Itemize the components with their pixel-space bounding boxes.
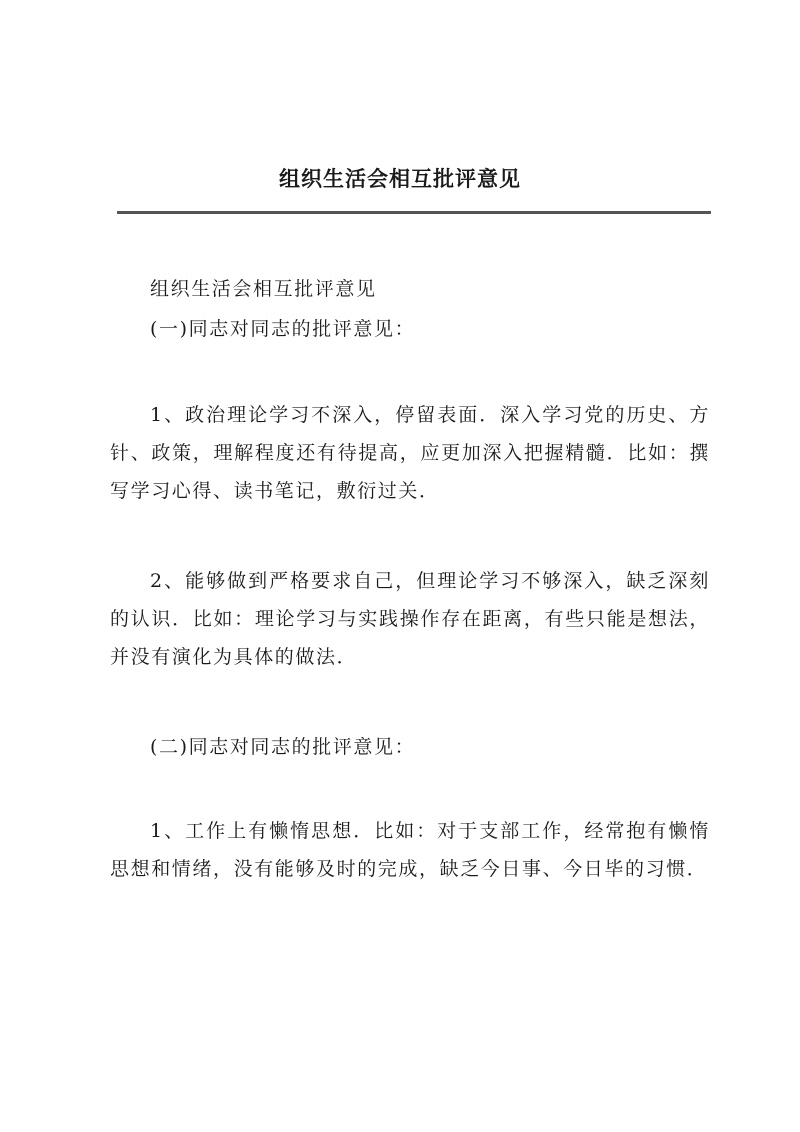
paragraph-heading (110, 270, 710, 308)
page-title: 组织生活会相互批评意见 (279, 166, 521, 191)
paragraph-item-3 (110, 812, 710, 888)
section-heading-1 (110, 310, 710, 348)
title-divider (117, 211, 711, 214)
paragraph-text: 1、工作上有懒惰思想．比如：对于支部工作，经常抱有懒惰思想和情绪，没有能够及时的完成，缺乏今日事、今日毕的习惯． (110, 820, 710, 880)
paragraph-text: (一)同志对同志的批评意见： (150, 318, 416, 340)
paragraph-text: 1、政治理论学习不深入，停留表面．深入学习党的历史、方针、政策，理解程度还有待提高，应更加深入把握精髓．比如：撰写学习心得、读书笔记，敷衍过关． (110, 404, 710, 502)
section-heading-2 (110, 728, 710, 766)
paragraph-text: (二)同志对同志的批评意见： (150, 736, 416, 758)
paragraph-text: 2、能够做到严格要求自己，但理论学习不够深入，缺乏深刻的认识．比如：理论学习与实践操作存在距离，有些只能是想法，并没有演化为具体的做法． (110, 570, 710, 668)
paragraph-item-2 (110, 562, 710, 676)
paragraph-item-1 (110, 396, 710, 510)
paragraph-text: 组织生活会相互批评意见 (150, 278, 377, 300)
